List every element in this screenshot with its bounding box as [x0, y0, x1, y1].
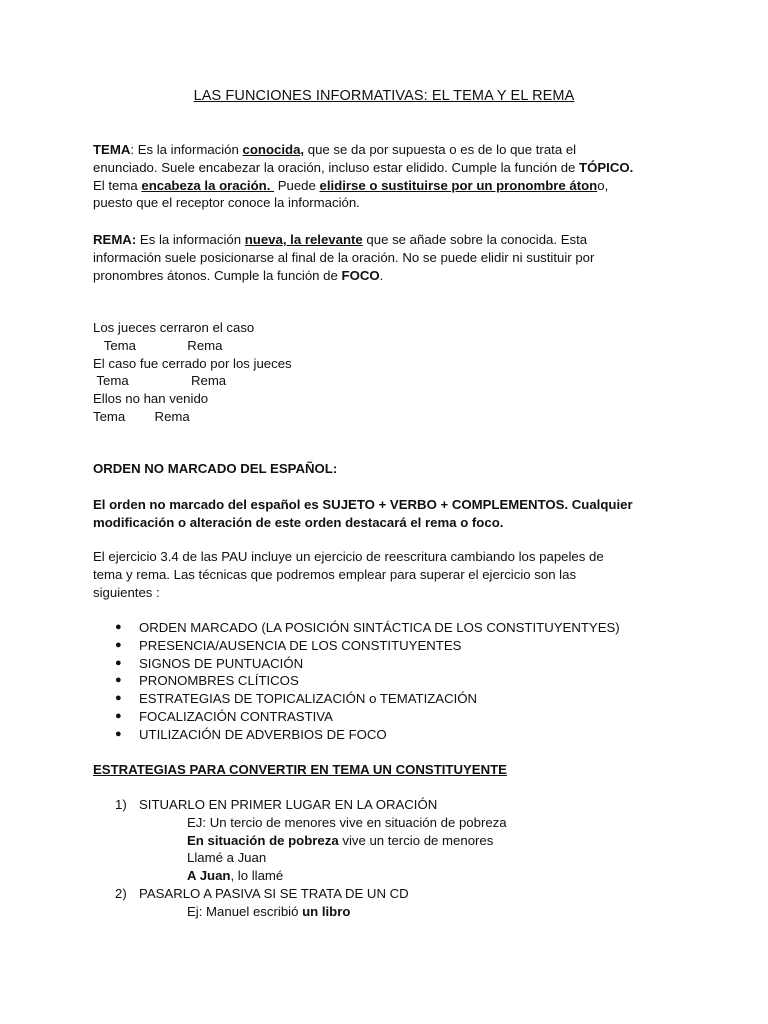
tema-keyword-topico: TÓPICO.	[579, 159, 634, 175]
list-item: 1) SITUARLO EN PRIMER LUGAR EN LA ORACIÓN EJ: Un tercio de menores vive en situación de pobreza En situación de pobreza vive un tercio de menores Llamé a Juan A Juan, lo llamé	[115, 797, 507, 884]
tema-keyword-elidirse: elidirse o sustituirse por un pronombre áton	[319, 177, 598, 193]
estrategias-heading: ESTRATEGIAS PARA CONVERTIR EN TEMA UN CONSTITUYENTE	[93, 762, 507, 777]
list-item: ● SIGNOS DE PUNTUACIÓN	[115, 655, 304, 671]
example-line: Tema Rema	[93, 337, 223, 353]
tema-line-3: El tema encabeza la oración. Puede elidirse o sustituirse por un pronombre átono,	[93, 177, 609, 193]
example-line: Ej: Manuel escribió un libro	[187, 903, 351, 919]
list-number: 2)	[115, 885, 127, 901]
orden-bold-paragraph: El orden no marcado del español es SUJETO + VERBO + COMPLEMENTOS. Cualquier modificación o alteración de este orden destacará el rema o foco.	[93, 497, 633, 530]
list-item: ● ESTRATEGIAS DE TOPICALIZACIÓN o TEMATIZACIÓN	[115, 691, 478, 707]
example-line: EJ: Un tercio de menores vive en situación de pobreza	[187, 814, 507, 830]
example-line: Tema Rema	[93, 373, 227, 389]
rema-keyword-nueva: nueva, la relevante	[244, 232, 363, 247]
example-line: A Juan, lo llamé	[187, 868, 284, 884]
estrategias-list	[93, 796, 507, 921]
tema-keyword-encabeza: encabeza la oración.	[141, 177, 275, 193]
tema-line-4: puesto que el receptor conoce la información.	[93, 195, 360, 211]
bullet-icon: ●	[115, 638, 122, 651]
rema-line-2: información suele posicionarse al final de la oración. No se puede elidir ni sustituir por	[93, 249, 595, 265]
rema-line-3: pronombres átonos. Cumple la función de FOCO.	[93, 267, 384, 283]
example-line: El caso fue cerrado por los jueces	[93, 355, 292, 371]
example-line: Llamé a Juan	[187, 850, 267, 866]
techniques-list	[93, 619, 620, 744]
rema-keyword-foco: FOCO	[341, 267, 380, 283]
example-line: En situación de pobreza vive un tercio de menores	[187, 832, 494, 848]
example-line: Los jueces cerraron el caso	[93, 320, 255, 335]
list-number: 1)	[115, 797, 127, 812]
tema-keyword-conocida: conocida,	[242, 142, 305, 157]
list-item: ● ORDEN MARCADO (LA POSICIÓN SINTÁCTICA DE LOS CONSTITUYENTYES)	[115, 620, 620, 635]
tema-label: TEMA	[93, 142, 131, 157]
tema-paragraph	[93, 141, 693, 212]
bullet-icon: ●	[115, 656, 122, 669]
bullet-icon: ●	[115, 727, 122, 740]
list-item: ● UTILIZACIÓN DE ADVERBIOS DE FOCO	[115, 726, 387, 742]
orden-paragraph: El ejercicio 3.4 de las PAU incluye un ejercicio de reescritura cambiando los papeles de tema y rema. Las técnicas que podremos emplear para superar el ejercicio son las siguientes :	[93, 549, 604, 600]
bullet-icon: ●	[115, 692, 122, 705]
tema-line-2: enunciado. Suele encabezar la oración, incluso estar elidido. Cumple la función de TÓPICO.	[93, 159, 634, 175]
orden-heading: ORDEN NO MARCADO DEL ESPAÑOL:	[93, 461, 338, 476]
examples-block	[93, 319, 693, 426]
bullet-icon: ●	[115, 709, 122, 722]
list-item: 2) PASARLO A PASIVA SI SE TRATA DE UN CD Ej: Manuel escribió un libro	[93, 885, 507, 921]
list-item: ● PRESENCIA/AUSENCIA DE LOS CONSTITUYENTES	[115, 637, 462, 653]
list-item: ● PRONOMBRES CLÍTICOS	[115, 673, 299, 689]
rema-line-1: REMA: Es la información nueva, la relevante que se añade sobre la conocida. Esta	[93, 232, 588, 247]
rema-paragraph	[93, 231, 693, 284]
page-title: LAS FUNCIONES INFORMATIVAS: EL TEMA Y EL REMA	[193, 88, 575, 104]
bullet-icon: ●	[115, 621, 122, 633]
list-item: ● FOCALIZACIÓN CONTRASTIVA	[115, 708, 333, 724]
example-line: Ellos no han venido	[93, 391, 209, 407]
bullet-icon: ●	[115, 674, 122, 687]
example-line: Tema Rema	[93, 408, 190, 424]
tema-line-1: TEMA: Es la información conocida, que se da por supuesta o es de lo que trata el	[93, 142, 577, 157]
rema-label: REMA:	[93, 232, 137, 247]
